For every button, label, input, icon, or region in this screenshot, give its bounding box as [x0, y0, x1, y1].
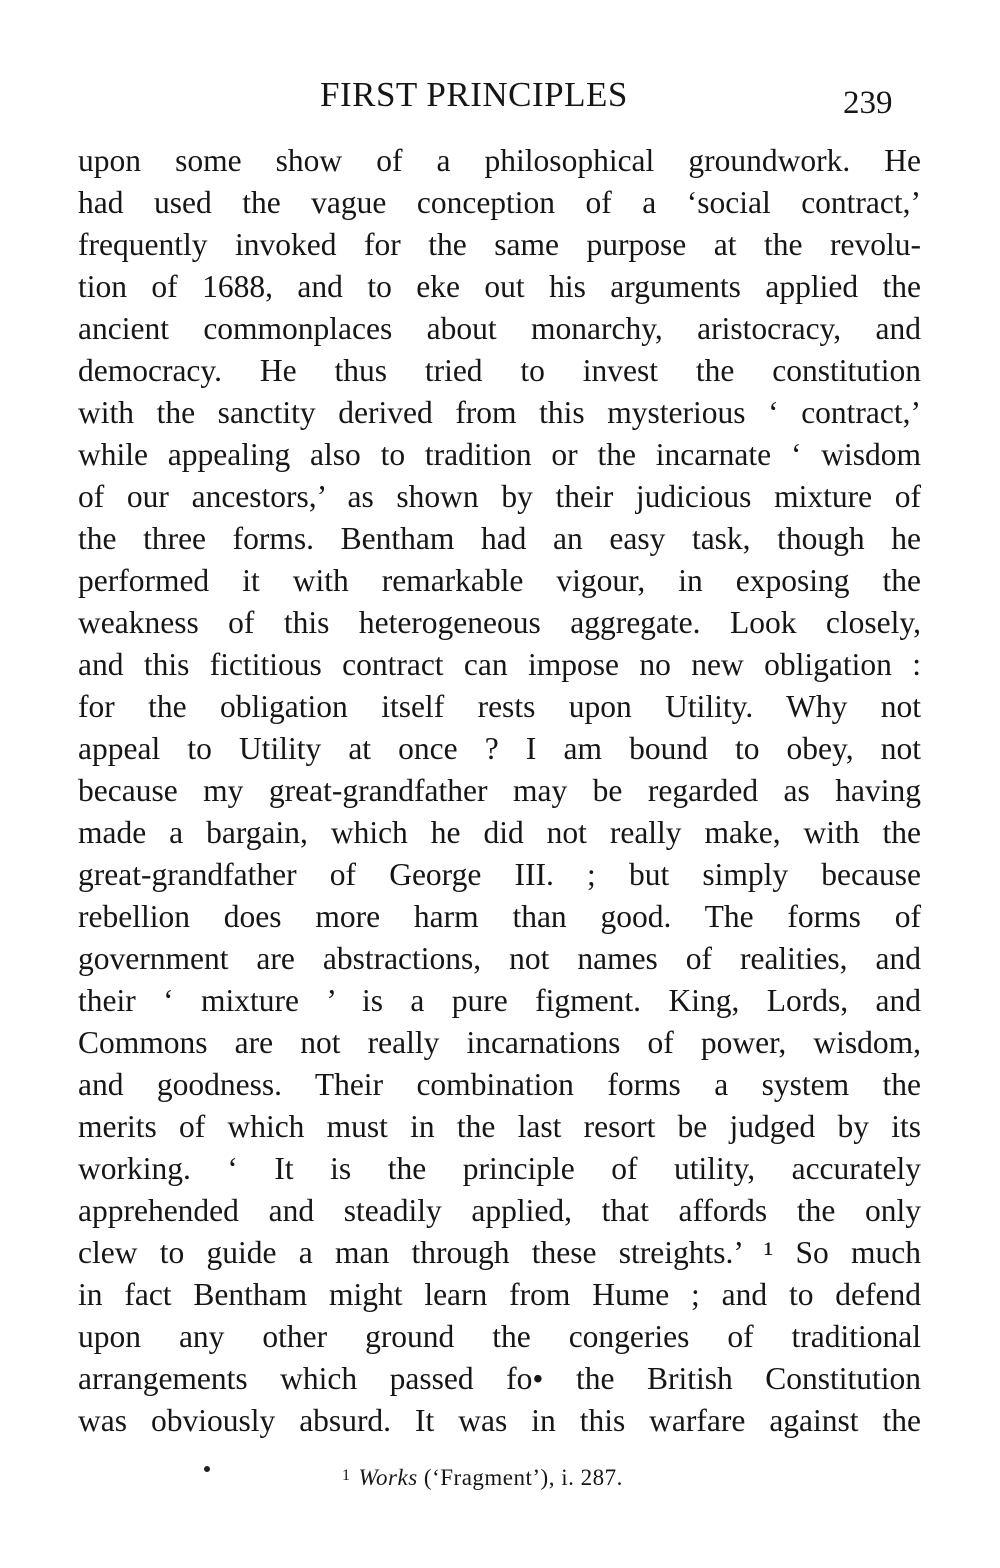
- text-line: performed it with remarkable vigour, in exposing the: [78, 563, 921, 598]
- text-line: weakness of this heterogeneous aggregate. Look closely,: [78, 605, 921, 640]
- text-line: while appealing also to tradition or the incarnate ‘ wisdom: [78, 437, 921, 472]
- footnote: [0, 1460, 1000, 1500]
- text-line: for the obligation itself rests upon Utility. Why not: [78, 689, 921, 724]
- footnote-citation: (‘Fragment’), i. 287.: [423, 1465, 623, 1490]
- page-number: 239: [843, 85, 893, 121]
- text-line: merits of which must in the last resort be judged by its: [78, 1109, 921, 1144]
- text-line: rebellion does more harm than good. The forms of: [78, 899, 921, 934]
- text-line: of our ancestors,’ as shown by their judicious mixture of: [78, 479, 921, 514]
- text-line: in fact Bentham might learn from Hume ; and to defend: [78, 1277, 921, 1312]
- running-head: [0, 70, 1000, 120]
- footnote-marker: 1: [342, 1467, 351, 1484]
- text-line: with the sanctity derived from this mysterious ‘ contract,’: [78, 395, 921, 430]
- text-line: made a bargain, which he did not really make, with the: [78, 815, 921, 850]
- text-line: was obviously absurd. It was in this warfare against the: [78, 1403, 921, 1438]
- text-line: upon any other ground the congeries of traditional: [78, 1319, 921, 1354]
- text-line: the three forms. Bentham had an easy task, though he: [78, 521, 921, 556]
- running-title: FIRST PRINCIPLES: [320, 75, 628, 114]
- text-line: appeal to Utility at once ? I am bound to obey, not: [78, 731, 921, 766]
- text-line: great-grandfather of George III. ; but simply because: [78, 857, 921, 892]
- text-line: and goodness. Their combination forms a system the: [78, 1067, 921, 1102]
- text-line: government are abstractions, not names of realities, and: [78, 941, 921, 976]
- footnote-text: [342, 1460, 623, 1496]
- text-line: ancient commonplaces about monarchy, aristocracy, and: [78, 311, 921, 346]
- text-line: Commons are not really incarnations of power, wisdom,: [78, 1025, 921, 1060]
- text-line: working. ‘ It is the principle of utility, accurately: [78, 1151, 921, 1186]
- body-text: [78, 140, 921, 1442]
- text-line: clew to guide a man through these streights.’ ¹ So much: [78, 1235, 921, 1270]
- text-line: democracy. He thus tried to invest the constitution: [78, 353, 921, 388]
- footnote-work-title: Works: [358, 1465, 418, 1490]
- text-line: upon some show of a philosophical groundwork. He: [78, 143, 921, 178]
- text-line: because my great-grandfather may be regarded as having: [78, 773, 921, 808]
- ink-speck: [204, 1466, 210, 1472]
- text-line: and this fictitious contract can impose no new obligation :: [78, 647, 921, 682]
- text-line: apprehended and steadily applied, that affords the only: [78, 1193, 921, 1228]
- text-line: tion of 1688, and to eke out his arguments applied the: [78, 269, 921, 304]
- text-line: their ‘ mixture ’ is a pure figment. King, Lords, and: [78, 983, 921, 1018]
- text-line: frequently invoked for the same purpose at the revolu-: [78, 227, 921, 262]
- text-line: arrangements which passed fo• the British Constitution: [78, 1361, 921, 1396]
- text-line: had used the vague conception of a ‘social contract,’: [78, 185, 921, 220]
